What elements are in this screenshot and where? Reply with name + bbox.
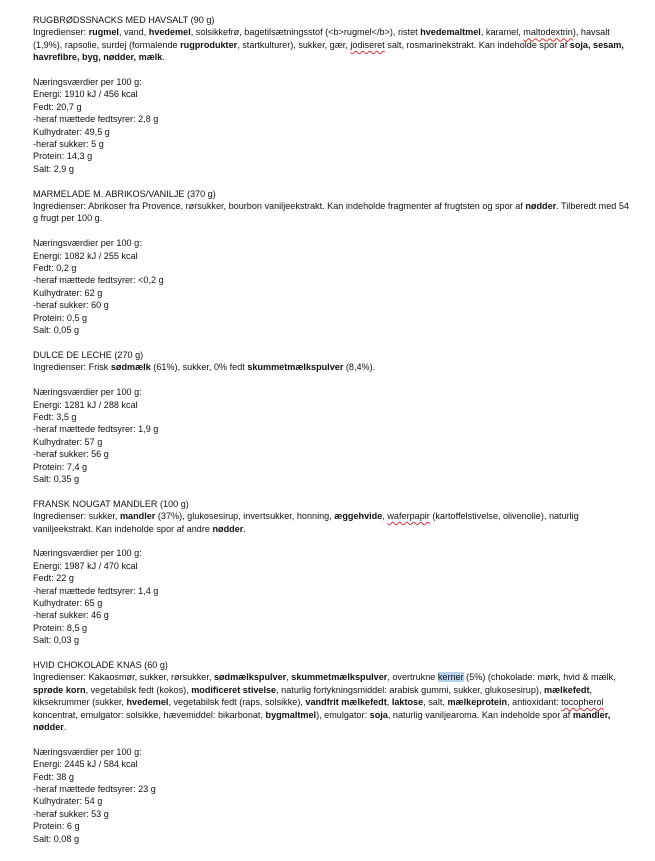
ingredient-text: Ingredienser: Kakaosmør, sukker, rørsukker, xyxy=(33,672,214,683)
nutrition-header[interactable]: Næringsværdier per 100 g: xyxy=(33,77,142,88)
nutrition-line[interactable]: Kulhydrater: 49,5 g xyxy=(33,126,110,137)
ingredient-text: , antioxidant: xyxy=(507,697,562,708)
ingredient-text: , vand, xyxy=(118,27,149,38)
ingredient-text: Ingredienser: Abrikoser fra Provence, rørsukker, bourbon vaniljeekstrakt. Kan indeholde fragmenter af frugtsten og spor af xyxy=(33,201,526,212)
nutrition-line[interactable]: -heraf mættede fedtsyrer: <0,2 g xyxy=(33,275,164,286)
nutrition-line[interactable]: Protein: 6 g xyxy=(33,821,80,832)
nutrition-line[interactable]: Salt: 0,08 g xyxy=(33,833,80,844)
nutrition-line[interactable]: Fedt: 0,2 g xyxy=(33,263,77,274)
nutrition-line[interactable]: -heraf mættede fedtsyrer: 23 g xyxy=(33,784,156,795)
nutrition-line[interactable]: Protein: 8,5 g xyxy=(33,622,88,633)
allergen-text: mandler, nødder xyxy=(33,709,611,733)
ingredient-text: , kiksekrummer (sukker, xyxy=(33,684,593,708)
nutrition-line[interactable]: Kulhydrater: 57 g xyxy=(33,436,103,447)
ingredient-text: Ingredienser: sukker, xyxy=(33,511,120,522)
ingredient-text: . Tilberedt med 54 g frugt per 100 g. xyxy=(33,201,629,224)
product-title[interactable]: FRANSK NOUGAT MANDLER (100 g) xyxy=(33,498,189,509)
ingredient-text: Ingredienser: Frisk xyxy=(33,362,111,373)
product-title[interactable]: RUGBRØDSSNACKS MED HAVSALT (90 g) xyxy=(33,15,215,25)
allergen-text: nødder xyxy=(212,523,244,534)
nutrition-header[interactable]: Næringsværdier per 100 g: xyxy=(33,238,142,249)
allergen-text: skummetmælkspulver xyxy=(291,672,388,683)
ingredients-paragraph[interactable] xyxy=(33,361,633,373)
allergen-text: skummetmælkspulver xyxy=(247,362,344,373)
nutrition-line[interactable]: Salt: 0,05 g xyxy=(33,325,80,336)
product-title[interactable]: HVID CHOKOLADE KNAS (60 g) xyxy=(33,660,168,670)
nutrition-line[interactable]: Salt: 2,9 g xyxy=(33,163,74,174)
nutrition-line[interactable]: Energi: 1281 kJ / 288 kcal xyxy=(33,399,138,410)
nutrition-line[interactable]: Fedt: 3,5 g xyxy=(33,411,77,422)
nutrition-line[interactable]: Salt: 0,35 g xyxy=(33,473,80,484)
nutrition-line[interactable]: Salt: 0,03 g xyxy=(33,635,80,646)
allergen-text: laktose xyxy=(391,697,424,708)
nutrition-header[interactable]: Næringsværdier per 100 g: xyxy=(33,746,142,757)
product-title[interactable]: DULCE DE LECHE (270 g) xyxy=(33,349,144,360)
allergen-text: rugmel xyxy=(88,27,119,38)
allergen-text: soja xyxy=(369,709,388,720)
allergen-text: vandfrit mælkefedt xyxy=(305,697,387,708)
product-section-hvid-chokolade xyxy=(33,659,633,845)
ingredient-text: (37%), glukosesirup, invertsukker, honning, xyxy=(155,511,335,522)
ingredient-text: , xyxy=(382,511,388,522)
allergen-text: mælkefedt xyxy=(544,684,590,695)
nutrition-line[interactable]: Kulhydrater: 54 g xyxy=(33,796,103,807)
ingredient-text: , naturlig vaniljearoma. Kan indeholde spor af xyxy=(387,709,573,720)
ingredient-text: , karamel, xyxy=(480,27,524,38)
ingredient-text: , vegetabilsk fedt (kokos), xyxy=(85,684,192,695)
spellcheck-flagged-word: tocopherol xyxy=(561,697,604,708)
nutrition-line[interactable]: Energi: 2445 kJ / 584 kcal xyxy=(33,759,138,770)
nutrition-line[interactable]: -heraf sukker: 5 g xyxy=(33,139,104,150)
product-section-marmelade xyxy=(33,188,633,349)
ingredient-text: , xyxy=(386,697,392,708)
allergen-text: æggehvide xyxy=(334,511,383,522)
selected-text-highlight: kerner xyxy=(437,672,464,683)
nutrition-line[interactable]: Energi: 1082 kJ / 255 kcal xyxy=(33,250,138,261)
nutrition-line[interactable]: Protein: 7,4 g xyxy=(33,461,88,472)
allergen-text: rugprodukter xyxy=(180,39,238,50)
ingredient-text: , overtrukne xyxy=(387,672,438,683)
nutrition-line[interactable]: -heraf mættede fedtsyrer: 1,9 g xyxy=(33,424,159,435)
ingredient-text: . xyxy=(63,722,67,733)
allergen-text: hvedemaltmel xyxy=(420,27,481,38)
ingredient-text: , salt, xyxy=(423,697,448,708)
ingredient-text: (kartoffelstivelse, olivenolie), naturlig vaniljeekstrakt. Kan indeholde spor af andre xyxy=(33,511,579,534)
ingredient-text: . xyxy=(243,523,246,534)
ingredient-text: Ingredienser: xyxy=(33,27,89,38)
product-section-rugbroedssnacks xyxy=(33,14,633,188)
spellcheck-flagged-word: maltodextrin xyxy=(523,27,573,38)
ingredient-text: , naturlig fortykningsmiddel: arabisk gummi, sukker, glukosesirup), xyxy=(276,684,544,695)
allergen-text: sprøde korn xyxy=(33,684,86,695)
spellcheck-flagged-word: jodiseret xyxy=(350,39,385,50)
ingredient-text: ), havsalt (1,9%), rapsolie, surdej (formalende xyxy=(33,27,610,50)
allergen-text: sødmælk xyxy=(110,362,151,373)
ingredient-text: (8,4%). xyxy=(343,362,376,373)
ingredient-text: salt, rosmarinekstrakt. Kan indeholde spor af xyxy=(384,39,570,50)
ingredient-text: , solsikkefrø, bagetilsætningsstof (<b>rugmel</b>), ristet xyxy=(190,27,421,38)
spellcheck-flagged-word: waferpapir xyxy=(387,511,430,522)
nutrition-line[interactable]: Kulhydrater: 65 g xyxy=(33,597,103,608)
nutrition-line[interactable]: Energi: 1910 kJ / 456 kcal xyxy=(33,89,138,100)
allergen-text: mandler xyxy=(119,511,156,522)
ingredient-text: (61%), sukker, 0% fedt xyxy=(150,362,248,373)
nutrition-header[interactable]: Næringsværdier per 100 g: xyxy=(33,387,142,398)
nutrition-line[interactable]: Fedt: 38 g xyxy=(33,771,74,782)
ingredient-text: (5%) (chokolade: mørk, hvid & mælk, xyxy=(463,672,616,683)
nutrition-line[interactable]: Kulhydrater: 62 g xyxy=(33,287,103,298)
ingredients-paragraph[interactable] xyxy=(33,26,633,63)
ingredient-text: . xyxy=(162,52,165,63)
ingredient-text: , vegetabilsk fedt (raps, solsikke), xyxy=(168,697,306,708)
ingredient-text: koncentrat, emulgator: solsikke, hævemiddel: bikarbonat, xyxy=(33,709,266,720)
allergen-text: soja, sesam, havrefibre, byg, nødder, mælk xyxy=(33,39,624,63)
ingredients-paragraph[interactable] xyxy=(33,200,633,225)
nutrition-line[interactable]: -heraf sukker: 56 g xyxy=(33,449,109,460)
product-title[interactable]: MARMELADE M. ABRIKOS/VANILJE (370 g) xyxy=(33,188,216,199)
ingredient-text: ), emulgator: xyxy=(316,709,370,720)
allergen-text: nødder xyxy=(525,201,557,212)
allergen-text: hvedemel xyxy=(148,27,191,38)
allergen-text: modificeret stivelse xyxy=(191,684,277,695)
nutrition-line[interactable]: Fedt: 22 g xyxy=(33,573,74,584)
allergen-text: mælkeprotein xyxy=(447,697,508,708)
product-section-dulce-de-leche xyxy=(33,349,633,498)
allergen-text: bygmaltmel xyxy=(265,709,317,720)
ingredients-paragraph[interactable] xyxy=(33,510,633,535)
nutrition-line[interactable]: -heraf sukker: 60 g xyxy=(33,300,109,311)
ingredient-text: , startkulturer), sukker, gær, xyxy=(237,39,351,50)
document-body xyxy=(33,14,633,845)
allergen-text: sødmælkspulver xyxy=(213,672,287,683)
allergen-text: hvedemel xyxy=(126,697,169,708)
ingredient-text: , xyxy=(286,672,292,683)
nutrition-line[interactable]: Protein: 0,5 g xyxy=(33,312,88,323)
nutrition-header[interactable]: Næringsværdier per 100 g: xyxy=(33,548,142,559)
nutrition-line[interactable]: -heraf sukker: 46 g xyxy=(33,610,109,621)
nutrition-line[interactable]: Fedt: 20,7 g xyxy=(33,101,82,112)
nutrition-line[interactable]: -heraf sukker: 53 g xyxy=(33,808,109,819)
nutrition-line[interactable]: -heraf mættede fedtsyrer: 2,8 g xyxy=(33,114,159,125)
product-section-fransk-nougat xyxy=(33,498,633,659)
ingredients-paragraph[interactable] xyxy=(33,671,633,733)
nutrition-line[interactable]: Protein: 14,3 g xyxy=(33,151,93,162)
nutrition-line[interactable]: -heraf mættede fedtsyrer: 1,4 g xyxy=(33,585,159,596)
nutrition-line[interactable]: Energi: 1987 kJ / 470 kcal xyxy=(33,560,138,571)
